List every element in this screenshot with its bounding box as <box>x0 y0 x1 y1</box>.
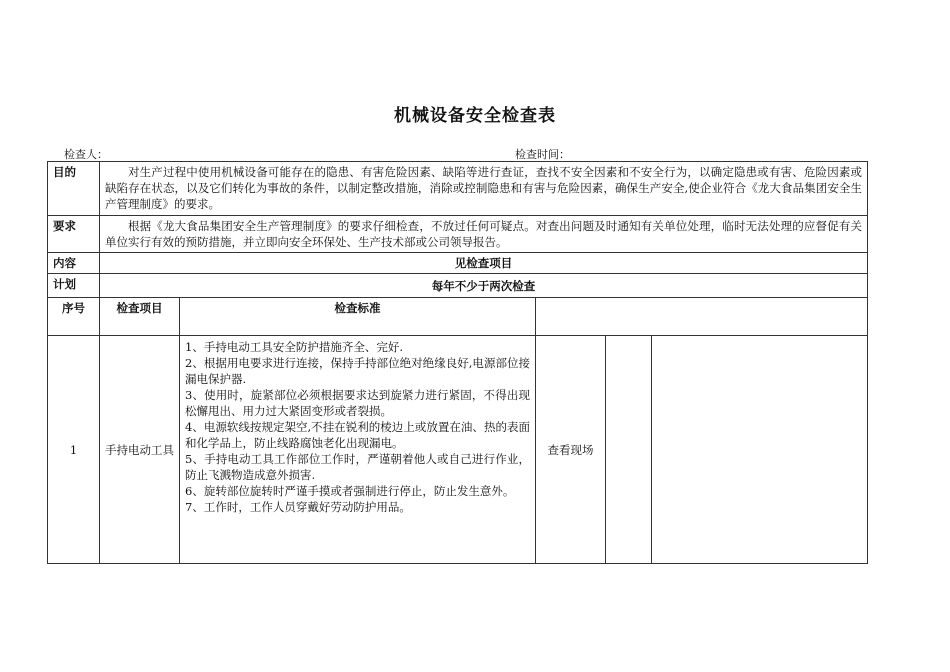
requirement-label: 要求 <box>48 216 100 253</box>
inspection-time-label: 检查时间： <box>515 148 570 161</box>
item-standards <box>180 336 536 564</box>
document-title: 机械设备安全检查表 <box>394 106 556 126</box>
standard-line: 4、电源软线按规定架空,不挂在锐利的棱边上或放置在油、热的表面和化学品上，防止线路腐蚀老化出现漏电。 <box>185 420 530 450</box>
plan-row <box>48 274 868 298</box>
inspection-table <box>47 161 868 564</box>
column-header-standard: 检查标准 <box>180 298 536 336</box>
purpose-text: 对生产过程中使用机械设备可能存在的隐患、有害危险因素、缺陷等进行查证，查找不安全因素和不安全行为，以确定隐患或有害、危险因素或缺陷存在状态，以及它们转化为事故的条件，以制定整改措施，消除或控制隐患和有害与危险因素，确保生产安全,使企业符合《龙大食品集团安全生产管理制度》的要求。 <box>100 162 868 216</box>
standard-line: 3、使用时，旋紧部位必须根据要求达到旋紧力进行紧固，不得出现松懈甩出、用力过大紧固变形或者裂损。 <box>185 388 530 418</box>
purpose-label: 目的 <box>48 162 100 216</box>
column-header-no: 序号 <box>48 298 100 336</box>
inspector-label: 检查人： <box>64 148 108 161</box>
item-name: 手持电动工具 <box>100 336 180 564</box>
item-number: 1 <box>48 336 100 564</box>
requirement-row <box>48 216 868 253</box>
plan-text: 每年不少于两次检查 <box>100 274 868 298</box>
column-header-blank <box>536 298 868 336</box>
standard-line: 5、手持电动工具工作部位工作时，严谨朝着他人或自己进行作业，防止飞溅物造成意外损害. <box>185 452 530 482</box>
column-header-item: 检查项目 <box>100 298 180 336</box>
standard-line: 7、工作时，工作人员穿戴好劳动防护用品。 <box>185 500 411 514</box>
requirement-text: 根据《龙大食品集团安全生产管理制度》的要求仔细检查，不放过任何可疑点。对查出问题及时通知有关单位处理，临时无法处理的应督促有关单位实行有效的预防措施，并立即向安全环保处、生产技术部或公司领导报告。 <box>100 216 868 253</box>
column-header-row <box>48 298 868 336</box>
table-row <box>48 336 868 564</box>
content-text: 见检查项目 <box>100 253 868 274</box>
item-result-blank <box>606 336 652 564</box>
plan-label: 计划 <box>48 274 100 298</box>
item-remark-blank <box>652 336 868 564</box>
standard-line: 6、旋转部位旋转时严谨手摸或者强制进行停止，防止发生意外。 <box>185 484 515 498</box>
content-row <box>48 253 868 274</box>
standard-line: 2、根据用电要求进行连接，保持手持部位绝对绝缘良好,电源部位接漏电保护器. <box>185 356 530 386</box>
item-method: 查看现场 <box>536 336 606 564</box>
purpose-row <box>48 162 868 216</box>
standard-line: 1、手持电动工具安全防护措施齐全、完好. <box>185 340 403 354</box>
content-label: 内容 <box>48 253 100 274</box>
